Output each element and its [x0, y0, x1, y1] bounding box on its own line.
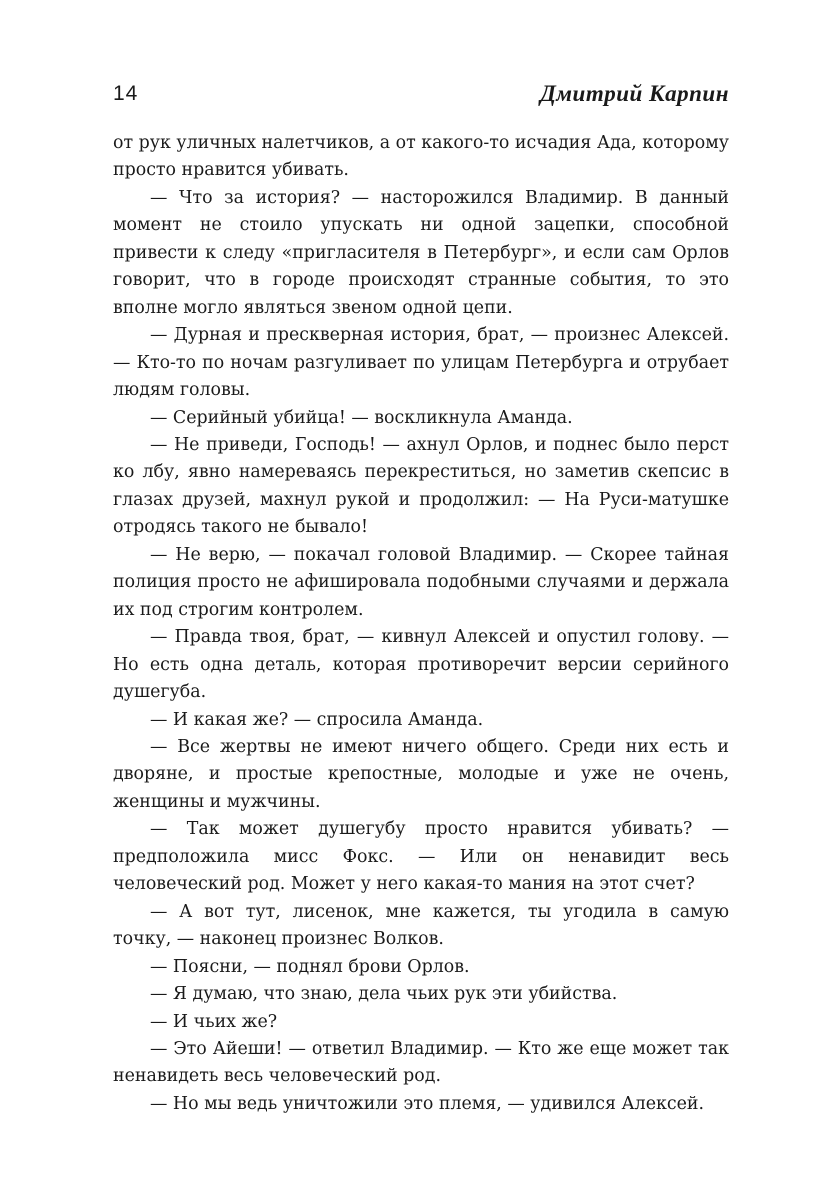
paragraph: — Серийный убийца! — воскликнула Аманда. — [150, 407, 573, 428]
body-text — [113, 130, 729, 1118]
paragraph: — Это Айеши! — ответил Владимир. — Кто же еще может так ненавидеть весь человеческий род. — [113, 1038, 729, 1087]
paragraph: — Но мы ведь уничтожили это племя, — удивился Алексей. — [150, 1093, 705, 1114]
paragraph: — Правда твоя, брат, — кивнул Алексей и опустил голову. — Но есть одна деталь, которая противоречит версии серийного душегуба. — [113, 627, 729, 703]
running-head-author: Дмитрий Карпин — [540, 81, 729, 106]
paragraph: — И чьих же? — [150, 1011, 278, 1032]
page-number: 14 — [113, 82, 139, 105]
paragraph: — Так может душегубу просто нравится убивать? — предположила мисс Фокс. — Или он ненавидит весь человеческий род. Может у него какая-то мания на этот счет? — [113, 819, 729, 895]
paragraph: — Дурная и прескверная история, брат, — произнес Алексей. — Кто-то по ночам разгуливает по улицам Петербурга и отрубает людям головы. — [113, 325, 729, 401]
paragraph: — И какая же? — спросила Аманда. — [150, 709, 484, 730]
paragraph: — Не верю, — покачал головой Владимир. — Скорее тайная полиция просто не афишировала подобными случаями и держала их под строгим контролем. — [113, 544, 729, 620]
paragraph: — Все жертвы не имеют ничего общего. Среди них есть и дворяне, и простые крепостные, молодые и уже не очень, женщины и мужчины. — [113, 736, 729, 812]
paragraph: — Поясни, — поднял брови Орлов. — [150, 956, 470, 977]
paragraph: — Не приведи, Господь! — ахнул Орлов, и поднес было перст ко лбу, явно намереваясь перекреститься, но заметив скепсис в глазах друзей, махнул рукой и продолжил: — На Руси-матушке отродясь такого не бывало! — [113, 434, 729, 538]
page-header — [113, 78, 729, 110]
paragraph: — Я думаю, что знаю, дела чьих рук эти убийства. — [150, 984, 618, 1005]
paragraph: — Что за история? — насторожился Владимир. В данный момент не стоило упускать ни одной зацепки, способной привести к следу «пригласителя в Петербург», и если сам Орлов говорит, что в городе происходят странные события, то это вполне могло являться звеном одной цепи. — [113, 187, 729, 318]
paragraph: — А вот тут, лисенок, мне кажется, ты угодила в самую точку, — наконец произнес Волков. — [113, 901, 729, 950]
paragraph: от рук уличных налетчиков, а от какого-то исчадия Ада, которому просто нравится убивать. — [113, 133, 729, 181]
